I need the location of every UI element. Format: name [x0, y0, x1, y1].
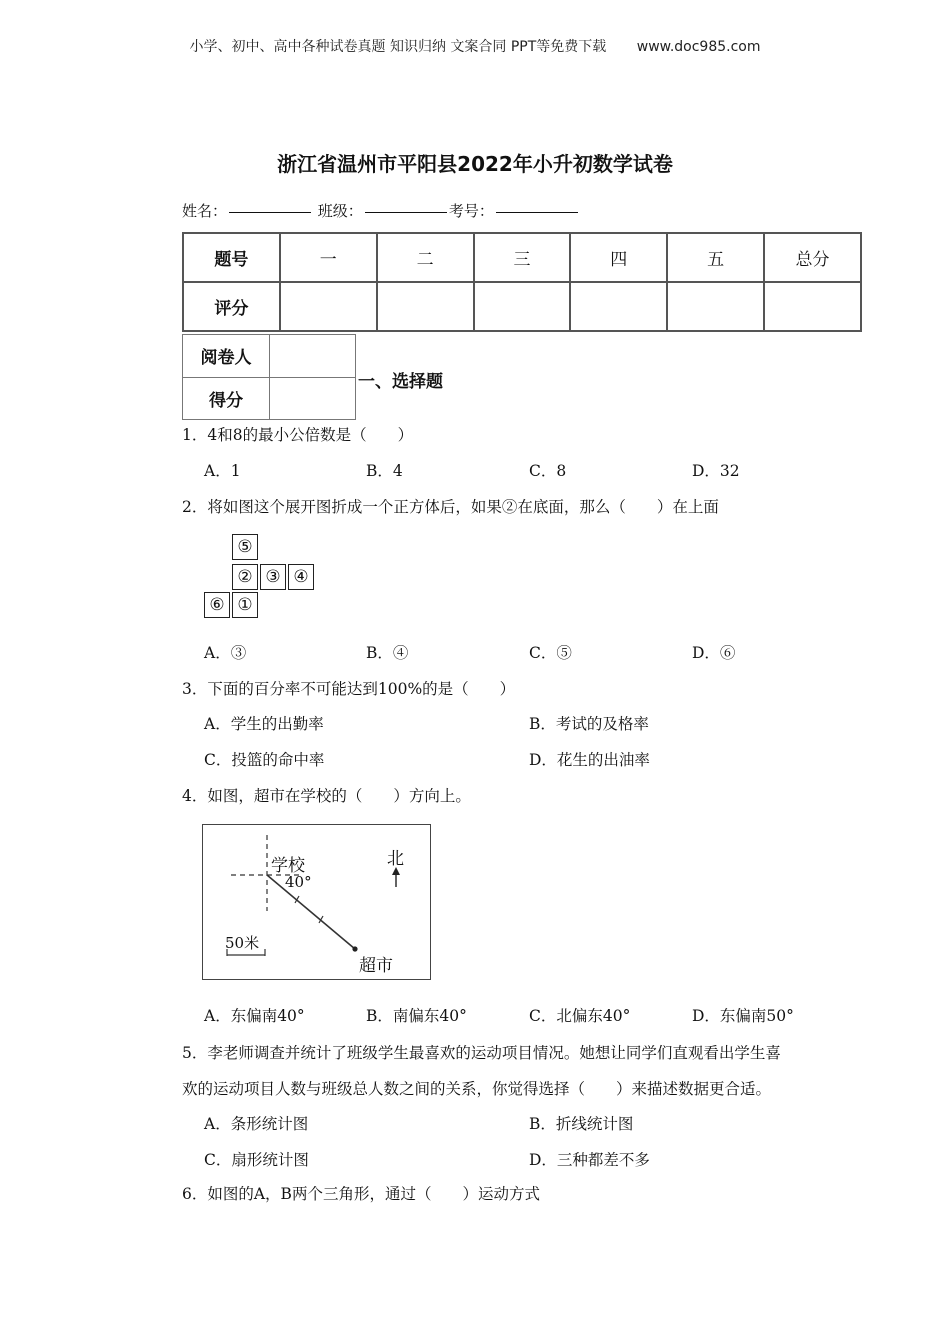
- option-a[interactable]: A．东偏南40°: [204, 1007, 305, 1025]
- net-face: ④: [288, 564, 314, 590]
- option-c[interactable]: C．北偏东40°: [529, 1007, 631, 1025]
- score-cell[interactable]: [474, 282, 571, 331]
- score-cell[interactable]: [377, 282, 474, 331]
- score-cell[interactable]: [764, 282, 861, 331]
- option-b[interactable]: B．考试的及格率: [529, 715, 649, 733]
- cube-net-figure: [200, 534, 320, 620]
- net-face: ②: [232, 564, 258, 590]
- score-header-cell: 四: [570, 233, 667, 282]
- name-blank[interactable]: [229, 212, 311, 213]
- north-label: 北: [387, 849, 404, 869]
- score-label: 得分: [183, 377, 270, 420]
- question-stem-continued: 欢的运动项目人数与班级总人数之间的关系，你觉得选择（ ）来描述数据更合适。: [182, 1080, 772, 1098]
- score-table-header-row: [183, 233, 861, 282]
- net-face: ③: [260, 564, 286, 590]
- question-stem: 3．下面的百分率不可能达到100%的是（ ）: [182, 680, 516, 698]
- option-c[interactable]: C．投篮的命中率: [204, 751, 325, 769]
- score-header-cell: 题号: [183, 233, 280, 282]
- score-cell[interactable]: [570, 282, 667, 331]
- option-c[interactable]: C．扇形统计图: [204, 1151, 309, 1169]
- net-face: ⑥: [204, 592, 230, 618]
- option-a[interactable]: A．1: [204, 462, 241, 480]
- net-face: ①: [232, 592, 258, 618]
- question-stem: 5．李老师调查并统计了班级学生最喜欢的运动项目情况。她想让同学们直观看出学生喜: [182, 1044, 781, 1062]
- score-cell[interactable]: [667, 282, 764, 331]
- option-c[interactable]: C．8: [529, 462, 567, 480]
- angle-label: 40°: [285, 873, 312, 891]
- page-title: 浙江省温州市平阳县2022年小升初数学试卷: [277, 152, 673, 176]
- scale-label: 50米: [225, 934, 260, 952]
- score-table: [182, 232, 862, 332]
- score-row-label: 评分: [183, 282, 280, 331]
- direction-map-figure: [202, 824, 431, 980]
- site-header: [0, 36, 950, 56]
- score-header-cell: 总分: [764, 233, 861, 282]
- option-a[interactable]: A．学生的出勤率: [204, 715, 324, 733]
- school-label: 学校: [271, 856, 305, 876]
- market-label: 超市: [359, 956, 393, 976]
- option-c[interactable]: C．⑤: [529, 644, 572, 662]
- option-d[interactable]: D．32: [692, 462, 740, 480]
- id-label: 考号：: [448, 202, 494, 220]
- option-d[interactable]: D．⑥: [692, 644, 736, 662]
- question-stem: 2．将如图这个展开图折成一个正方体后，如果②在底面，那么（ ）在上面: [182, 498, 719, 516]
- id-blank[interactable]: [496, 212, 578, 213]
- option-d[interactable]: D．花生的出油率: [529, 751, 650, 769]
- option-d[interactable]: D．三种都差不多: [529, 1151, 650, 1169]
- header-text: 小学、初中、高中各种试卷真题 知识归纳 文案合同 PPT等免费下载: [189, 39, 607, 55]
- name-label: 姓名：: [182, 202, 228, 220]
- class-label: 班级：: [317, 202, 363, 220]
- option-d[interactable]: D．东偏南50°: [692, 1007, 794, 1025]
- option-a[interactable]: A．③: [204, 644, 247, 662]
- option-b[interactable]: B．折线统计图: [529, 1115, 634, 1133]
- option-a[interactable]: A．条形统计图: [204, 1115, 309, 1133]
- net-face: ⑤: [232, 534, 258, 560]
- score-header-cell: 五: [667, 233, 764, 282]
- reviewer-label: 阅卷人: [183, 335, 270, 378]
- question-stem: 6．如图的A，B两个三角形，通过（ ）运动方式: [182, 1185, 540, 1203]
- reviewer-cell[interactable]: [270, 335, 356, 378]
- option-b[interactable]: B．4: [366, 462, 403, 480]
- option-b[interactable]: B．南偏东40°: [366, 1007, 467, 1025]
- score-header-cell: 二: [377, 233, 474, 282]
- score-value-cell[interactable]: [270, 377, 356, 420]
- class-blank[interactable]: [365, 212, 447, 213]
- student-info: [182, 200, 580, 221]
- score-table-score-row: [183, 282, 861, 331]
- grader-table: [182, 334, 356, 420]
- question-stem: 4．如图，超市在学校的（ ）方向上。: [182, 787, 471, 805]
- question-stem: 1．4和8的最小公倍数是（ ）: [182, 426, 414, 444]
- score-header-cell: 三: [474, 233, 571, 282]
- score-cell[interactable]: [280, 282, 377, 331]
- option-b[interactable]: B．④: [366, 644, 409, 662]
- score-header-cell: 一: [280, 233, 377, 282]
- header-url-link[interactable]: www.doc985.com: [636, 39, 761, 55]
- section-heading: 一、选择题: [358, 372, 443, 392]
